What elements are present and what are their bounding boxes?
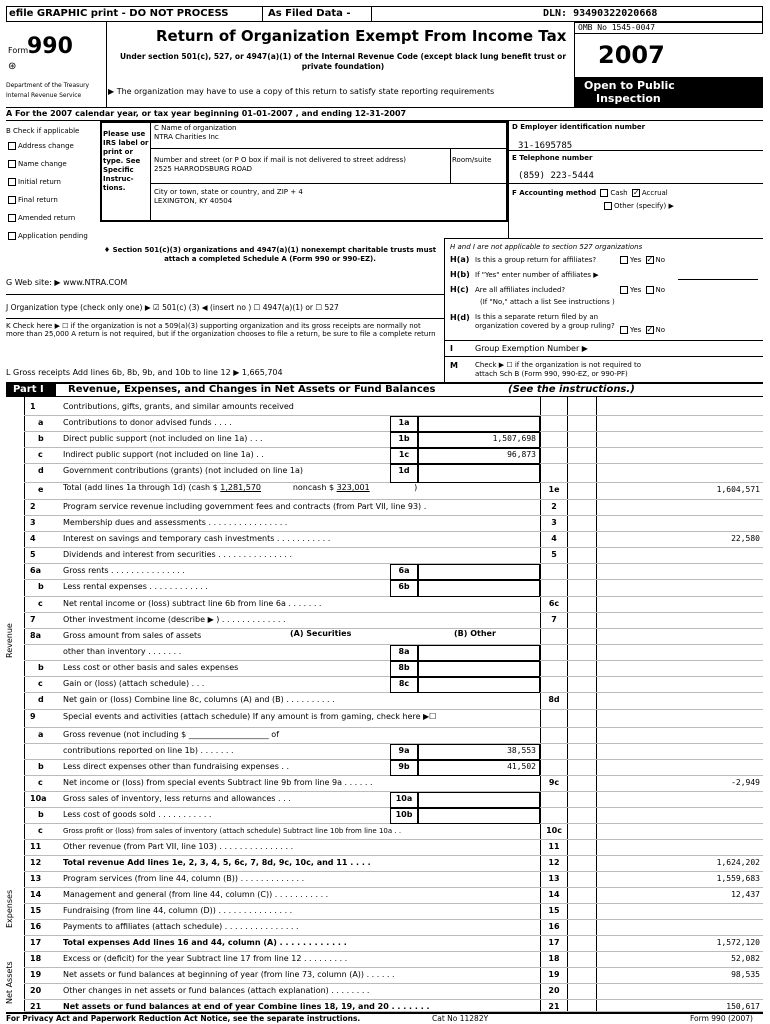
- line-description: Other investment income (describe ▶ ) . . . . . . . . . . . . .: [63, 615, 286, 624]
- cat-number: Cat No 11282Y: [432, 1014, 489, 1023]
- line-description: Other revenue (from Part VII, line 103) . . . . . . . . . . . . . . .: [63, 842, 294, 851]
- subline-ref: 8a: [398, 647, 410, 656]
- line-description: Dividends and interest from securities . . . . . . . . . . . . . . .: [63, 550, 292, 559]
- line-ref: 19: [548, 970, 560, 979]
- line-amount[interactable]: 1,624,202: [716, 858, 760, 867]
- line-ref: 18: [548, 954, 560, 963]
- org-name-label: C Name of organization: [154, 124, 237, 132]
- state-requirements: ▶ The organization may have to use a copy of this return to satisfy state reporting requirements: [108, 87, 495, 96]
- hb-label: H(b): [450, 270, 470, 279]
- check-final-return[interactable]: Final return: [6, 195, 102, 213]
- line-number: 6a: [30, 566, 41, 575]
- subline-ref: 9b: [398, 762, 410, 771]
- line-description: Net income or (loss) from special events Subtract line 9b from line 9a . . . . . .: [63, 778, 373, 787]
- line-ref: 15: [548, 906, 560, 915]
- line-description: Total expenses Add lines 16 and 44, column (A) . . . . . . . . . . . .: [63, 938, 347, 947]
- line-number: 20: [30, 986, 42, 995]
- hc-text: Are all affiliates included?: [475, 286, 566, 294]
- line-amount[interactable]: 150,617: [726, 1002, 760, 1011]
- as-filed-label: As Filed Data -: [268, 8, 351, 19]
- subline-amount: 96,873: [507, 450, 536, 459]
- line-number: 14: [30, 890, 42, 899]
- subline-amount-box[interactable]: [418, 808, 540, 824]
- line-description: Program services (from line 44, column (B)) . . . . . . . . . . . . .: [63, 874, 305, 883]
- line-number: 5: [30, 550, 36, 559]
- line-number: 1: [30, 402, 36, 411]
- line-ref: 8d: [548, 695, 560, 704]
- line-description: Less rental expenses . . . . . . . . . . . .: [63, 582, 208, 591]
- subline-amount-box[interactable]: [418, 792, 540, 808]
- other-method: Other (specify) ▶: [602, 201, 674, 211]
- line-description: Gain or (loss) (attach schedule) . . .: [63, 679, 205, 688]
- omb-number: OMB No 1545-0047: [578, 23, 656, 32]
- form-footer: Form 990 (2007): [690, 1014, 753, 1023]
- line-description: Net assets or fund balances at beginning of year (from line 73, column (A)) . . . . . .: [63, 970, 395, 979]
- street: 2525 HARRODSBURG ROAD: [154, 165, 253, 173]
- hd-label: H(d): [450, 313, 470, 322]
- sec501-note: ♦ Section 501(c)(3) organizations and 4947(a)(1) nonexempt charitable trusts must attach a completed Schedule A (Form 990 or 990-EZ).: [103, 246, 437, 263]
- line-description: Gross profit or (loss) from sales of inventory (attach schedule) Subtract line 10b from line 10a . .: [63, 827, 402, 835]
- line-number: 10a: [30, 794, 47, 803]
- city-label: City or town, state or country, and ZIP + 4: [154, 188, 303, 196]
- line-ref: 2: [551, 502, 557, 511]
- line-number: 4: [30, 534, 36, 543]
- website: G Web site: ▶ www.NTRA.COM: [6, 278, 128, 287]
- form-title: Return of Organization Exempt From Income Tax: [156, 27, 567, 45]
- line-number: b: [38, 663, 44, 672]
- line-ref: 11: [548, 842, 560, 851]
- line-description: Government contributions (grants) (not included on line 1a): [63, 466, 304, 475]
- line-ref: 12: [548, 858, 560, 867]
- subline-amount: 1,507,698: [492, 434, 536, 443]
- form-number: 990: [27, 34, 73, 59]
- line-description: Direct public support (not included on line 1a) . . .: [63, 434, 263, 443]
- line-number: c: [38, 599, 43, 608]
- phone-label: E Telephone number: [512, 154, 593, 162]
- hd-text: Is this a separate return filed by an organization covered by a group ruling?: [475, 313, 615, 330]
- line-ref: 7: [551, 615, 557, 624]
- line-description: Contributions to donor advised funds . . . .: [63, 418, 232, 427]
- subline-amount-box[interactable]: [418, 645, 540, 661]
- side-net-assets: Net Assets: [5, 961, 14, 1004]
- line-number: 8a: [30, 631, 41, 640]
- line-number: 21: [30, 1002, 42, 1011]
- line-number: c: [38, 450, 43, 459]
- privacy-notice: For Privacy Act and Paperwork Reduction Act Notice, see the separate instructions.: [6, 1014, 361, 1023]
- line-ref: 1e: [548, 485, 560, 494]
- line-amount[interactable]: 22,580: [731, 534, 760, 543]
- line-description: Net assets or fund balances at end of year Combine lines 18, 19, and 20 . . . . . . .: [63, 1002, 430, 1011]
- line-number: c: [38, 679, 43, 688]
- i-label: I: [450, 344, 453, 353]
- line-ref: 17: [548, 938, 560, 947]
- line-number: 12: [30, 858, 42, 867]
- line-ref: 20: [548, 986, 560, 995]
- line-ref: 10c: [546, 826, 562, 835]
- line-description: Membership dues and assessments . . . . . . . . . . . . . . . .: [63, 518, 288, 527]
- cash-checkbox[interactable]: [600, 189, 608, 197]
- line-number: c: [38, 826, 43, 835]
- line-number: 17: [30, 938, 42, 947]
- line-ref: 13: [548, 874, 560, 883]
- line-ref: 21: [548, 1002, 560, 1011]
- dept-irs: Internal Revenue Service: [6, 92, 82, 99]
- group-exemption: Group Exemption Number ▶: [475, 344, 588, 353]
- hc-note: (If "No," attach a list See instructions ): [480, 298, 615, 306]
- inspection: Inspection: [596, 92, 661, 105]
- hc-answer: Yes No: [618, 285, 665, 295]
- subline-amount-box[interactable]: [418, 416, 540, 432]
- line-description: Excess or (deficit) for the year Subtract line 17 from line 12 . . . . . . . . .: [63, 954, 348, 963]
- line-ref: 6c: [548, 599, 560, 608]
- form-label: Form: [8, 46, 29, 55]
- ha-label: H(a): [450, 255, 470, 264]
- subline-ref: 1b: [398, 434, 410, 443]
- line-description: other than inventory . . . . . . .: [63, 647, 182, 656]
- city: LEXINGTON, KY 40504: [154, 197, 233, 205]
- m-text: Check ▶ ☐ if the organization is not required to attach Sch B (Form 990, 990-EZ, or 990-PF): [475, 361, 642, 378]
- subline-amount-box[interactable]: [418, 580, 540, 597]
- line-number: 7: [30, 615, 36, 624]
- subline-ref: 1a: [398, 418, 410, 427]
- line-number: 19: [30, 970, 42, 979]
- line-description: Gross amount from sales of assets: [63, 631, 202, 640]
- dln: DLN: 93490322020668: [543, 8, 658, 19]
- hc-label: H(c): [450, 285, 469, 294]
- line-number: 3: [30, 518, 36, 527]
- line-description: contributions reported on line 1b) . . . . . . .: [63, 746, 234, 755]
- ein-label: D Employer identification number: [512, 123, 646, 131]
- line-number: b: [38, 810, 44, 819]
- line-description: Other changes in net assets or fund balances (attach explanation) . . . . . . . .: [63, 986, 370, 995]
- line-number: 15: [30, 906, 42, 915]
- check-initial-return[interactable]: Initial return: [6, 177, 102, 195]
- line-number: 16: [30, 922, 42, 931]
- line-ref: 4: [551, 534, 557, 543]
- check-address-change[interactable]: Address change: [6, 141, 102, 159]
- ha-text: Is this a group return for affiliates?: [475, 256, 597, 264]
- line-description: Net rental income or (loss) subtract line 6b from line 6a . . . . . . .: [63, 599, 322, 608]
- org-name: NTRA Charities Inc: [154, 133, 219, 141]
- line1e-text: Total (add lines 1a through 1d) (cash $ 1,281,570 noncash $ 323,001 ): [63, 483, 418, 492]
- line-number: 2: [30, 502, 36, 511]
- accounting-method: F Accounting method Cash ✓ Accrual: [512, 188, 668, 197]
- hb-text: If "Yes" enter number of affiliates ▶: [475, 271, 599, 279]
- line-description: Payments to affiliates (attach schedule) . . . . . . . . . . . . . . .: [63, 922, 299, 931]
- line-description: Net gain or (loss) Combine line 8c, columns (A) and (B) . . . . . . . . . .: [63, 695, 335, 704]
- efile-icon: ⊛: [8, 61, 17, 72]
- k-check: K Check here ▶ ☐ if the organization is not a 509(a)(3) supporting organization and its gross receipts are normally not more than 25,000 A return is not required, but if the organization chooses to file a return, be sure to file a complete return: [6, 322, 436, 338]
- line-description: Indirect public support (not included on line 1a) . .: [63, 450, 264, 459]
- line-number: c: [38, 778, 43, 787]
- subline-ref: 6a: [398, 566, 410, 575]
- h-note: H and I are not applicable to section 527 organizations: [450, 243, 643, 251]
- line-number: d: [38, 466, 44, 475]
- line-amount[interactable]: -2,949: [731, 778, 760, 787]
- line-number: 11: [30, 842, 42, 851]
- line-description: Program service revenue including government fees and contracts (from Part VII, line 93) .: [63, 502, 427, 511]
- org-type: J Organization type (check only one) ▶ ☑ 501(c) (3) ◀ (insert no ) ☐ 4947(a)(1) or ☐ 527: [6, 303, 339, 312]
- subline-ref: 8c: [398, 679, 410, 688]
- subline-ref: 8b: [398, 663, 410, 672]
- line-number: b: [38, 434, 44, 443]
- accrual-checkbox[interactable]: ✓: [632, 188, 640, 197]
- phone: (859) 223-5444: [518, 171, 594, 181]
- subline-amount-box[interactable]: [418, 464, 540, 483]
- line-number: e: [38, 485, 44, 494]
- side-expenses: Expenses: [5, 889, 14, 928]
- hd-answer: Yes ✓ No: [618, 325, 665, 335]
- line-amount[interactable]: 1,604,571: [716, 485, 760, 494]
- ein: 31-1695785: [518, 141, 573, 151]
- line-number: b: [38, 762, 44, 771]
- other-method-checkbox[interactable]: [604, 202, 612, 210]
- form-subtitle: Under section 501(c), 527, or 4947(a)(1) of the Internal Revenue Code (except black lung benefit trust or private foundation): [119, 52, 567, 71]
- room-label: Room/suite: [452, 156, 492, 164]
- line-amount[interactable]: 1,572,120: [716, 938, 760, 947]
- line-number: 13: [30, 874, 42, 883]
- line-number: b: [38, 582, 44, 591]
- ha-answer: Yes ✓ No: [618, 255, 665, 265]
- line-description: Less cost or other basis and sales expenses: [63, 663, 239, 672]
- m-label: M: [450, 361, 458, 370]
- line-amount[interactable]: 1,559,683: [716, 874, 760, 883]
- subline-ref: 10a: [395, 794, 413, 803]
- b-checks-list: [6, 141, 102, 249]
- line-ref: 5: [551, 550, 557, 559]
- line-number: 18: [30, 954, 42, 963]
- line-ref: 3: [551, 518, 557, 527]
- street-label: Number and street (or P O box if mail is not delivered to street address): [154, 156, 406, 164]
- line-description: Interest on savings and temporary cash investments . . . . . . . . . . .: [63, 534, 331, 543]
- line-description: Fundraising (from line 44, column (D)) . . . . . . . . . . . . . . .: [63, 906, 293, 915]
- open-to-public: Open to Public: [584, 79, 675, 92]
- check-name-change[interactable]: Name change: [6, 159, 102, 177]
- tax-year: 2007: [598, 41, 665, 69]
- dept-treasury: Department of the Treasury: [6, 82, 90, 89]
- line-description: Special events and activities (attach schedule) If any amount is from gaming, check here ▶☐: [63, 712, 437, 721]
- line-ref: 16: [548, 922, 560, 931]
- subline-ref: 9a: [398, 746, 410, 755]
- line-ref: 9c: [548, 778, 560, 787]
- subline-amount: 41,502: [507, 762, 536, 771]
- line-description: Total revenue Add lines 1e, 2, 3, 4, 5, 6c, 7, 8d, 9c, 10c, and 11 . . . .: [63, 858, 371, 867]
- line-description: Contributions, gifts, grants, and similar amounts received: [63, 402, 294, 411]
- line-number: a: [38, 730, 44, 739]
- line-ref: 14: [548, 890, 560, 899]
- b-check-label: B Check if applicable: [6, 127, 80, 135]
- check-application-pending[interactable]: Application pending: [6, 231, 102, 249]
- line-description: Less cost of goods sold . . . . . . . . . . .: [63, 810, 212, 819]
- line-description: Less direct expenses other than fundraising expenses . .: [63, 762, 290, 771]
- please-label: Please use IRS label or print or type. See Specific Instruc-tions.: [103, 130, 149, 192]
- line-amount[interactable]: 98,535: [731, 970, 760, 979]
- part1-title: Revenue, Expenses, and Changes in Net Assets or Fund Balances: [68, 384, 436, 395]
- line-number: a: [38, 418, 44, 427]
- col-a-securities: (A) Securities: [290, 629, 352, 638]
- gross-receipts: L Gross receipts Add lines 6b, 8b, 9b, and 10b to line 12 ▶ 1,665,704: [6, 368, 283, 377]
- subline-ref: 6b: [398, 582, 410, 591]
- line-description: Gross rents . . . . . . . . . . . . . . .: [63, 566, 185, 575]
- tax-year-line: A For the 2007 calendar year, or tax year beginning 01-01-2007 , and ending 12-31-2007: [6, 109, 407, 118]
- check-amended-return[interactable]: Amended return: [6, 213, 102, 231]
- part1-see: (See the instructions.): [508, 384, 635, 395]
- line-description: Gross revenue (not including $ ____________________ of: [63, 730, 280, 739]
- line-amount[interactable]: 12,437: [731, 890, 760, 899]
- line-description: Management and general (from line 44, column (C)) . . . . . . . . . . .: [63, 890, 329, 899]
- line-number: d: [38, 695, 44, 704]
- line-description: Gross sales of inventory, less returns and allowances . . .: [63, 794, 291, 803]
- subline-amount-box[interactable]: [418, 564, 540, 580]
- line-number: 9: [30, 712, 36, 721]
- subline-ref: 1d: [398, 466, 410, 475]
- efile-banner: efile GRAPHIC print - DO NOT PROCESS: [9, 8, 229, 19]
- subline-amount-box[interactable]: [418, 661, 540, 677]
- part1-label: Part I: [13, 384, 44, 395]
- col-b-other: (B) Other: [454, 629, 496, 638]
- side-revenue: Revenue: [5, 623, 14, 658]
- subline-ref: 1c: [398, 450, 410, 459]
- subline-ref: 10b: [395, 810, 413, 819]
- subline-amount-box[interactable]: [418, 677, 540, 693]
- subline-amount: 38,553: [507, 746, 536, 755]
- line-amount[interactable]: 52,082: [731, 954, 760, 963]
